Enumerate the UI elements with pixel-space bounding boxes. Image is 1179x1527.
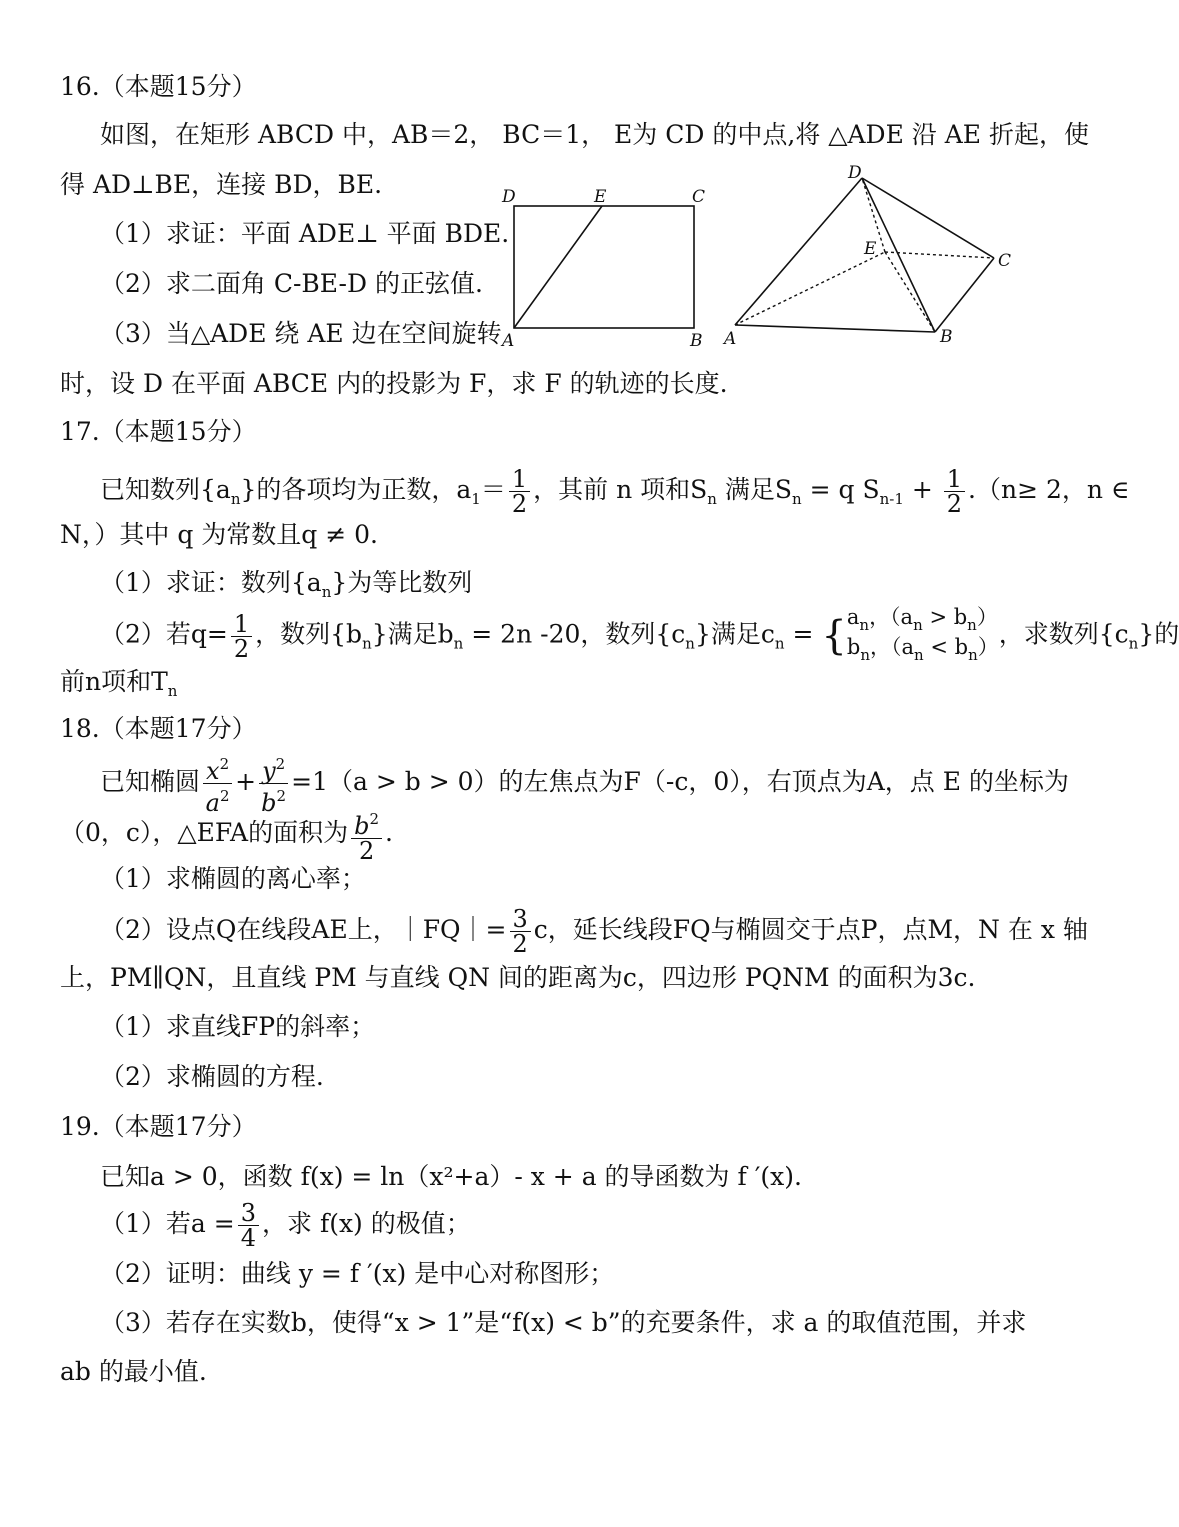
fraction-half: $\frac{1}{2}$: [509, 467, 530, 516]
fig1-label-E: E: [594, 187, 607, 207]
q16-line1: 如图，在矩形 ABCD 中，AB＝2， BC＝1， E为 CD 的中点,将 △ADE 沿 AE 折起，使: [100, 120, 1089, 149]
fig2-label-A: A: [724, 329, 737, 349]
q19-header: 19.（本题17分）: [60, 1112, 257, 1141]
q18-part1: （1）求椭圆的离心率；: [100, 864, 366, 893]
fig2-label-C: C: [998, 251, 1012, 271]
fig2-label-B: B: [940, 327, 953, 347]
q19-part2: （2）证明：曲线 y = f ′(x) 是中心对称图形；: [100, 1259, 615, 1288]
q16-header: 16.（本题15分）: [60, 72, 257, 101]
q16-part3a: （3）当△ADE 绕 AE 边在空间旋转: [100, 319, 502, 348]
q17-line-last: 前n项和$T_n$: [60, 667, 178, 700]
q18-line3: 上，PM∥QN，且直线 PM 与直线 QN 间的距离为c，四边形 PQNM 的面积为3c.: [60, 963, 976, 992]
q18-line2: （0，c），△EFA的面积为 $\frac{b^2}{2}$ .: [60, 805, 393, 863]
q16-part2: （2）求二面角 C-BE-D 的正弦值.: [100, 269, 483, 298]
fig1-label-B: B: [690, 331, 703, 351]
q18-line1: 已知椭圆 $\frac{x^2}{a^2}$ + $\frac{y^2}{b^2}$ =1（a > b > 0）的左焦点为F（-c，0），右顶点为A，点 E 的坐标为: [100, 752, 1069, 815]
fig1-label-C: C: [692, 187, 706, 207]
rectangle-figure: [500, 187, 705, 351]
q16-line2: 得 AD⊥BE，连接 BD，BE.: [60, 170, 383, 199]
q17-line2: N，）其中 q 为常数且q ≠ 0.: [60, 520, 378, 549]
q17-header: 17.（本题15分）: [60, 417, 257, 446]
q18-sub2: （2）求椭圆的方程.: [100, 1062, 324, 1091]
q19-part3-cont: ab 的最小值.: [60, 1357, 207, 1386]
q18-header: 18.（本题17分）: [60, 714, 257, 743]
q18-sub1: （1）求直线FP的斜率；: [100, 1012, 376, 1041]
fraction-half-2: $\frac{1}{2}$: [944, 467, 965, 516]
q16-part3b: 时，设 D 在平面 ABCE 内的投影为 F，求 F 的轨迹的长度.: [60, 369, 728, 398]
q19-line1: 已知a > 0，函数 f(x) = ln（x²+a）- x + a 的导函数为 f ′(x).: [100, 1162, 802, 1191]
q17-line1: 已知数列$\{a_n\}$的各项均为正数，$a_1=$ $\frac{1}{2}$ ，其前 n 项和$S_n$ 满足$S_n = q$ $S_{n-1}$ + $\frac{1}{2}$ .（n≥ 2，n ∈: [100, 465, 1130, 518]
q19-part1: （1）若a = $\frac{3}{4}$ ，求 f(x) 的极值；: [100, 1199, 471, 1252]
q16-figures: [490, 160, 1050, 355]
fig1-label-A: A: [502, 331, 515, 351]
q16-part1: （1）求证：平面 ADE⊥ 平面 BDE.: [100, 219, 510, 248]
fig2-label-E: E: [864, 239, 877, 259]
fig1-label-D: D: [502, 187, 516, 207]
fig2-label-D: D: [848, 163, 862, 183]
q19-part3: （3）若存在实数b，使得“x > 1”是“f(x) < b”的充要条件，求 a 的取值范围，并求: [100, 1308, 1027, 1337]
q17-part2: （2）若q= $\frac{1}{2}$ ，数列$\{b_n\}$满足$b_n = 2n$ -20，数列$\{c_n\}$满足$c_n = \{a_n$，$(a_n > b_n)$ $b_n$，$(a_n < b_n)$，求数列$\{c_n\}$的: [100, 605, 1179, 664]
pyramid-figure: [722, 163, 1011, 349]
fraction-q: $\frac{1}{2}$: [231, 612, 252, 661]
q17-part1: （1）求证：数列$\{a_n\}$为等比数列: [100, 568, 473, 601]
q18-part2: （2）设点Q在线段AE上，｜FQ｜= $\frac{3}{2}$ c，延长线段FQ与椭圆交于点P，点M，N 在 x 轴: [100, 905, 1088, 958]
